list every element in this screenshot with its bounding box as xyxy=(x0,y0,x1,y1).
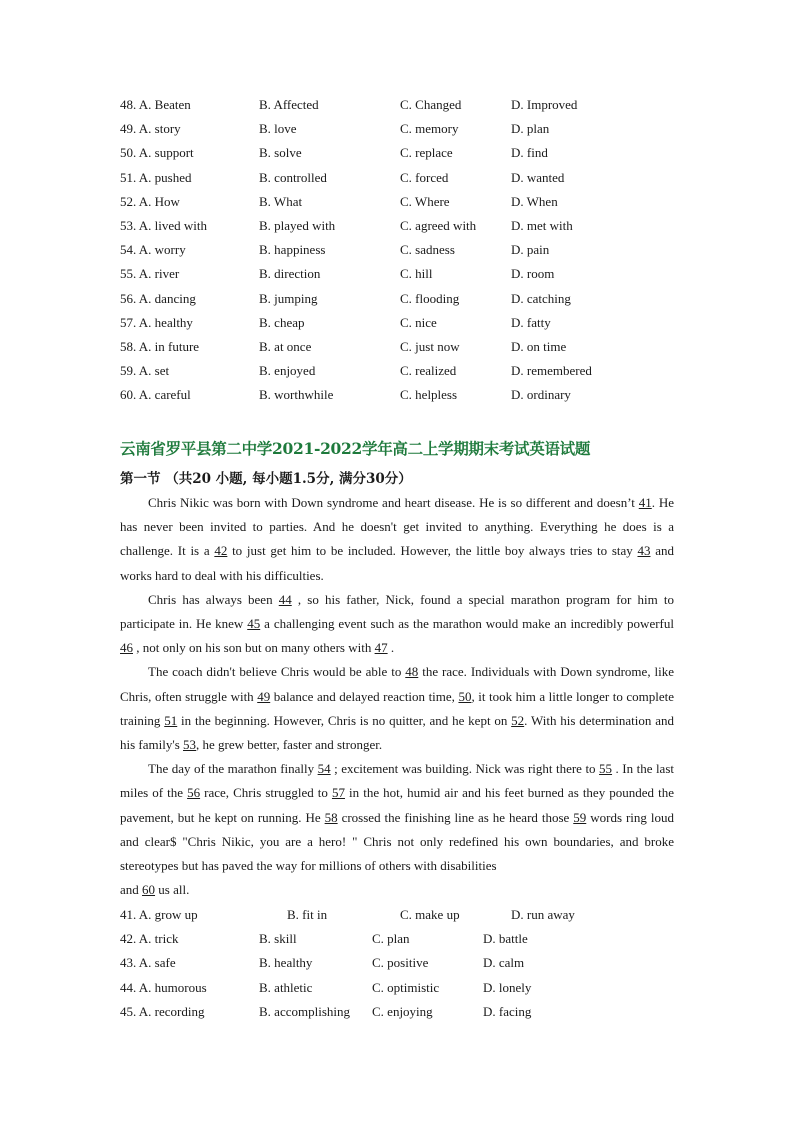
option-b: B. happiness xyxy=(259,242,326,258)
option-b: B. played with xyxy=(259,217,336,233)
option-c: C. realized xyxy=(400,363,457,379)
passage-text: Chris has always been xyxy=(148,591,279,607)
option-b: B. direction xyxy=(259,266,321,282)
option-a: 48. A. Beaten xyxy=(120,97,191,112)
passage-text: , so his father, Nick, found a special marathon program for him to participate in. He knew xyxy=(120,591,675,632)
blank-number: 45 xyxy=(247,616,261,632)
option-d: D. remembered xyxy=(511,363,592,379)
option-b: B. skill xyxy=(259,931,297,947)
blank-number: 55 xyxy=(599,761,613,777)
option-d: D. met with xyxy=(511,217,573,233)
option-b: B. jumping xyxy=(259,290,318,306)
option-c: C. nice xyxy=(400,314,437,330)
option-b: B. accomplishing xyxy=(259,1003,350,1019)
option-d: D. facing xyxy=(483,1003,532,1019)
option-d: D. plan xyxy=(511,121,550,137)
option-c: C. replace xyxy=(400,145,453,161)
blank-number: 44 xyxy=(278,591,292,607)
option-a: 49. A. story xyxy=(120,121,181,137)
option-b: B. enjoyed xyxy=(259,363,316,379)
passage-text: ; excitement was building. Nick was right there to xyxy=(330,761,600,777)
option-c: C. just now xyxy=(400,338,460,354)
option-d: D. run away xyxy=(511,907,575,922)
blank-number: 41 xyxy=(638,495,652,510)
passage-text: . He has never been invited to parties. And he doesn't get invited to anything. Everything he does is a challenge. It is a xyxy=(120,495,674,559)
option-b: B. love xyxy=(259,121,297,137)
option-a: 60. A. careful xyxy=(120,387,191,403)
option-b: B. What xyxy=(259,193,303,209)
option-b: B. athletic xyxy=(259,979,313,995)
option-c: C. plan xyxy=(372,931,410,947)
passage-text: a challenging event such as the marathon would make an incredibly powerful xyxy=(260,616,674,632)
option-b: B. controlled xyxy=(259,169,327,185)
passage-text: . xyxy=(387,640,395,656)
blank-number: 53 xyxy=(183,737,197,753)
passage-text: . With his determination and his family's xyxy=(120,712,674,753)
passage-text: , he grew better, faster and stronger. xyxy=(196,737,383,753)
option-a: 58. A. in future xyxy=(120,338,200,354)
option-a: 44. A. humorous xyxy=(120,979,207,995)
option-d: D. Improved xyxy=(511,97,578,112)
passage-text: and xyxy=(120,882,143,898)
option-b: B. solve xyxy=(259,145,302,161)
passage-text: crossed the finishing line as he heard those xyxy=(337,809,574,825)
option-a: 42. A. trick xyxy=(120,931,179,947)
passage-paragraph xyxy=(120,588,674,661)
passage-text: to just get him to be included. However, the little boy always tries to stay xyxy=(227,543,638,559)
blank-number: 57 xyxy=(331,785,345,801)
option-d: D. ordinary xyxy=(511,387,571,403)
option-a: 43. A. safe xyxy=(120,955,176,971)
blank-number: 58 xyxy=(324,809,338,825)
blank-number: 60 xyxy=(142,882,156,898)
blank-number: 51 xyxy=(164,712,178,728)
option-d: D. lonely xyxy=(483,979,532,995)
option-c: C. hill xyxy=(400,266,433,282)
cloze-passage xyxy=(120,491,674,902)
option-c: C. make up xyxy=(400,907,460,922)
blank-number: 59 xyxy=(573,809,587,825)
passage-paragraph xyxy=(120,491,674,588)
option-c: C. flooding xyxy=(400,290,460,306)
passage-text: the race. Individuals with Down syndrome, like Chris, often struggle with xyxy=(120,664,674,704)
option-a: 54. A. worry xyxy=(120,242,186,258)
option-b: B. healthy xyxy=(259,955,313,971)
option-a: 52. A. How xyxy=(120,193,180,209)
option-d: D. fatty xyxy=(511,314,551,330)
option-c: C. helpless xyxy=(400,387,458,403)
option-d: D. find xyxy=(511,145,548,161)
blank-number: 54 xyxy=(317,761,331,777)
passage-text: words ring loud and clear$ "Chris Nikic, you are a hero! " Chris not only redefined his own boundaries, and broke stereotypes but has paved the way for millions of others with disabilities xyxy=(120,809,674,874)
option-d: D. on time xyxy=(511,338,567,354)
passage-text: . In the last miles of the xyxy=(120,761,674,801)
blank-number: 46 xyxy=(120,640,133,656)
blank-number: 43 xyxy=(637,543,651,559)
option-d: D. battle xyxy=(483,931,528,947)
option-d: D. calm xyxy=(483,955,525,971)
blank-number: 52 xyxy=(511,712,525,728)
passage-text: in the beginning. However, Chris is no quitter, and he kept on xyxy=(177,712,512,728)
option-d: D. pain xyxy=(511,242,550,258)
option-c: C. positive xyxy=(372,955,429,971)
passage-paragraph xyxy=(120,878,674,902)
passage-text: Chris Nikic was born with Down syndrome and heart disease. He is so different and doesn’t xyxy=(148,495,639,510)
option-d: D. catching xyxy=(511,290,571,306)
option-b: B. at once xyxy=(259,338,312,354)
passage-text: us all. xyxy=(155,882,190,898)
option-b: B. cheap xyxy=(259,314,305,330)
option-a: 53. A. lived with xyxy=(120,217,208,233)
blank-number: 49 xyxy=(257,688,271,704)
option-a: 56. A. dancing xyxy=(120,290,196,306)
passage-text: , it took him a little longer to complete training xyxy=(120,688,674,728)
blank-number: 48 xyxy=(405,664,419,680)
passage-text: balance and delayed reaction time, xyxy=(270,688,459,704)
option-d: D. wanted xyxy=(511,169,565,185)
option-c: C. memory xyxy=(400,121,459,137)
option-c: C. Where xyxy=(400,193,450,209)
blank-number: 42 xyxy=(214,543,228,559)
exam-title: 云南省罗平县第二中学2021-2022学年高二上学期期末考试英语试题 xyxy=(120,439,591,458)
option-a: 51. A. pushed xyxy=(120,169,192,185)
passage-text: in the hot, humid air and his feet burned as they pounded the pavement, but he kept on running. He xyxy=(120,785,674,825)
passage-text: race, Chris struggled to xyxy=(200,785,332,801)
passage-text: The day of the marathon finally xyxy=(148,761,318,777)
option-c: C. agreed with xyxy=(400,217,477,233)
option-c: C. Changed xyxy=(400,97,462,112)
option-a: 45. A. recording xyxy=(120,1003,205,1019)
passage-text: The coach didn't believe Chris would be able to xyxy=(148,664,406,680)
option-a: 57. A. healthy xyxy=(120,314,193,330)
option-a: 41. A. grow up xyxy=(120,907,198,922)
blank-number: 47 xyxy=(374,640,388,656)
passage-paragraph xyxy=(120,757,674,878)
option-a: 50. A. support xyxy=(120,145,194,161)
option-c: C. sadness xyxy=(400,242,455,258)
option-b: B. worthwhile xyxy=(259,387,334,403)
option-d: D. When xyxy=(511,193,558,209)
option-a: 55. A. river xyxy=(120,266,180,282)
blank-number: 50 xyxy=(458,688,472,704)
option-b: B. fit in xyxy=(287,907,328,922)
passage-text: and works hard to deal with his difficulties. xyxy=(120,543,674,583)
option-c: C. enjoying xyxy=(372,1003,433,1019)
option-c: C. forced xyxy=(400,169,449,185)
passage-paragraph xyxy=(120,660,674,757)
blank-number: 56 xyxy=(187,785,201,801)
passage-text: , not only on his son but on many others with xyxy=(133,640,375,656)
option-d: D. room xyxy=(511,266,555,282)
option-c: C. optimistic xyxy=(372,979,440,995)
section-heading: 第一节 （共20 小题, 每小题1.5分, 满分30分） xyxy=(120,471,412,487)
option-b: B. Affected xyxy=(259,97,319,112)
option-a: 59. A. set xyxy=(120,363,170,379)
